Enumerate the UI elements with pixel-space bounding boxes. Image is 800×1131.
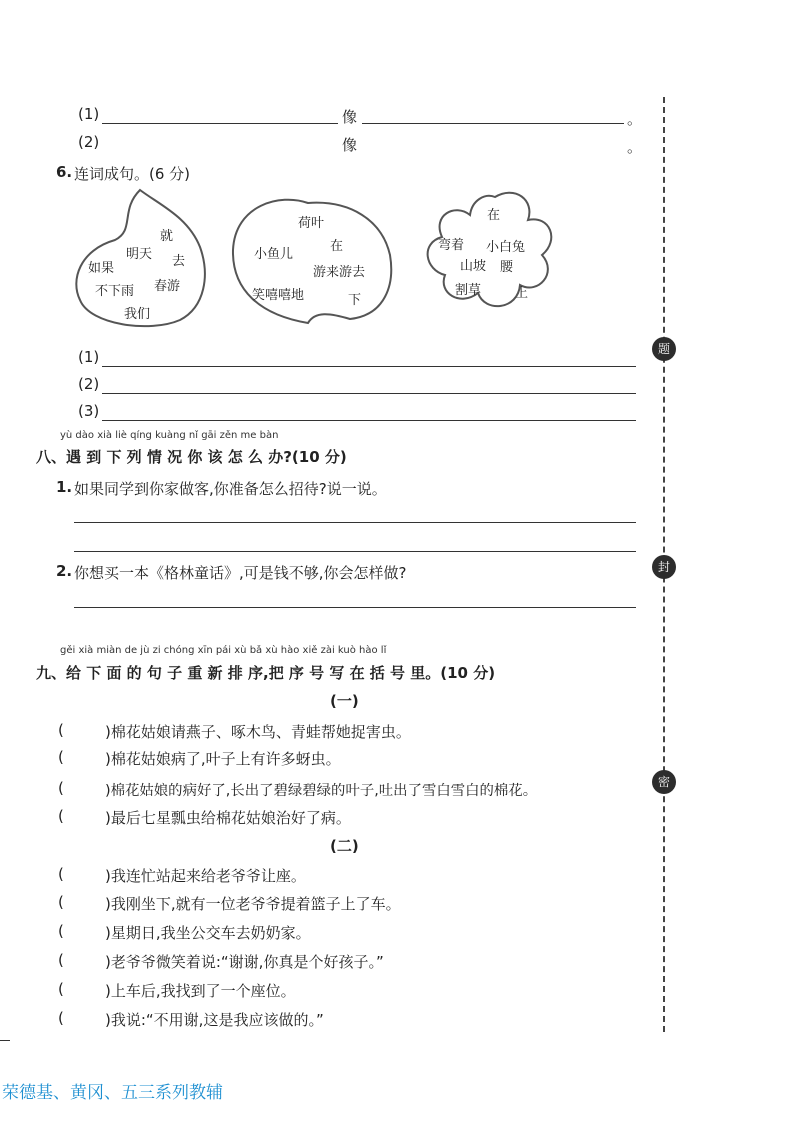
bubble3-word: 割草 bbox=[455, 283, 482, 298]
bubble3-word: 上 bbox=[515, 286, 529, 301]
order-sentence: )我说:“不用谢,这是我应该做的。” bbox=[105, 1011, 324, 1029]
order-paren-open[interactable]: ( bbox=[58, 893, 64, 911]
q6-answer-line-1[interactable] bbox=[102, 366, 636, 367]
bubble1-word: 我们 bbox=[124, 307, 151, 322]
part2-title: (二) bbox=[330, 837, 359, 855]
bubble3-word: 山坡 bbox=[460, 259, 487, 274]
order-sentence: )上车后,我找到了一个座位。 bbox=[105, 982, 296, 1000]
bubble3-word: 弯着 bbox=[438, 238, 465, 253]
q6-answer-number: (1) bbox=[78, 348, 100, 366]
s8-q2-number: 2. bbox=[56, 562, 73, 580]
s8-q2-text: 你想买一本《格林童话》,可是钱不够,你会怎样做? bbox=[74, 564, 407, 582]
q5-line1-end: 。 bbox=[627, 110, 643, 128]
q6-answer-number: (2) bbox=[78, 375, 100, 393]
side-tab: 题 bbox=[652, 337, 676, 361]
s8-q1-text: 如果同学到你家做客,你准备怎么招待?说一说。 bbox=[74, 480, 387, 498]
q5-line1-xiang: 像 bbox=[342, 108, 358, 126]
side-tab: 密 bbox=[652, 770, 676, 794]
order-paren-open[interactable]: ( bbox=[58, 922, 64, 940]
bubble3-word: 在 bbox=[487, 208, 501, 223]
bubble2-word: 荷叶 bbox=[298, 216, 325, 231]
q6-number: 6. bbox=[56, 163, 73, 181]
order-paren-open[interactable]: ( bbox=[58, 951, 64, 969]
order-paren-open[interactable]: ( bbox=[58, 980, 64, 998]
bubble2-word: 笑嘻嘻地 bbox=[252, 288, 305, 303]
section8-title: 八、遇 到 下 列 情 况 你 该 怎 么 办?(10 分) bbox=[36, 448, 347, 466]
order-sentence: )我刚坐下,就有一位老爷爷提着篮子上了车。 bbox=[105, 895, 401, 913]
q5-line2-number: (2) bbox=[78, 133, 100, 151]
bubble2-word: 在 bbox=[330, 239, 344, 254]
q6-answer-number: (3) bbox=[78, 402, 100, 420]
s8-q2-answer-line[interactable] bbox=[74, 607, 636, 608]
order-sentence: )我连忙站起来给老爷爷让座。 bbox=[105, 867, 306, 885]
q5-line2-xiang: 像 bbox=[342, 136, 358, 154]
order-sentence: )老爷爷微笑着说:“谢谢,你真是个好孩子。” bbox=[105, 953, 384, 971]
footer-brand: 荣德基、黄冈、五三系列教辅 bbox=[2, 1083, 223, 1103]
bubble2-word: 游来游去 bbox=[313, 265, 366, 280]
section8-pinyin: yù dào xià liè qíng kuàng nǐ gāi zěn me bàn bbox=[60, 430, 279, 441]
order-paren-open[interactable]: ( bbox=[58, 807, 64, 825]
q5-line1-number: (1) bbox=[78, 105, 100, 123]
order-paren-open[interactable]: ( bbox=[58, 748, 64, 766]
bubble3-word: 腰 bbox=[500, 260, 514, 275]
section9-title: 九、给 下 面 的 句 子 重 新 排 序,把 序 号 写 在 括 号 里。(10 分) bbox=[36, 664, 496, 682]
order-sentence: )最后七星瓢虫给棉花姑娘治好了病。 bbox=[105, 809, 351, 827]
corner-mark bbox=[0, 1040, 10, 1041]
side-tab: 封 bbox=[652, 555, 676, 579]
q5-line1-blank-b[interactable] bbox=[362, 123, 624, 124]
s8-q1-answer-line-2[interactable] bbox=[74, 551, 636, 552]
order-paren-open[interactable]: ( bbox=[58, 1009, 64, 1027]
order-paren-open[interactable]: ( bbox=[58, 865, 64, 883]
bubble1-word: 明天 bbox=[126, 247, 153, 262]
q6-answer-line-3[interactable] bbox=[102, 420, 636, 421]
section9-pinyin: gěi xià miàn de jù zi chóng xīn pái xù bǎ xù hào xiě zài kuò hào lǐ bbox=[60, 645, 387, 656]
q6-title: 连词成句。(6 分) bbox=[74, 165, 191, 183]
order-paren-open[interactable]: ( bbox=[58, 721, 64, 739]
bubble2-word: 小鱼儿 bbox=[254, 247, 294, 262]
bubble2-word: 下 bbox=[348, 293, 362, 308]
bubble1-word: 就 bbox=[160, 229, 174, 244]
s8-q1-answer-line-1[interactable] bbox=[74, 522, 636, 523]
bubble3-word: 小白兔 bbox=[486, 240, 526, 255]
q6-answer-line-2[interactable] bbox=[102, 393, 636, 394]
order-paren-open[interactable]: ( bbox=[58, 779, 64, 797]
bubble1-word: 春游 bbox=[154, 279, 181, 294]
part1-title: (一) bbox=[330, 692, 359, 710]
order-sentence: )星期日,我坐公交车去奶奶家。 bbox=[105, 924, 311, 942]
order-sentence: )棉花姑娘的病好了,长出了碧绿碧绿的叶子,吐出了雪白雪白的棉花。 bbox=[105, 783, 538, 799]
q5-line2-end: 。 bbox=[627, 138, 643, 156]
q5-line1-blank-a[interactable] bbox=[102, 123, 338, 124]
order-sentence: )棉花姑娘请燕子、啄木鸟、青蛙帮她捉害虫。 bbox=[105, 723, 411, 741]
order-sentence: )棉花姑娘病了,叶子上有许多蚜虫。 bbox=[105, 750, 341, 768]
bubble1-word: 去 bbox=[172, 254, 186, 269]
s8-q1-number: 1. bbox=[56, 478, 73, 496]
bubble1-word: 如果 bbox=[88, 261, 115, 276]
bubble1-word: 不下雨 bbox=[95, 284, 135, 299]
